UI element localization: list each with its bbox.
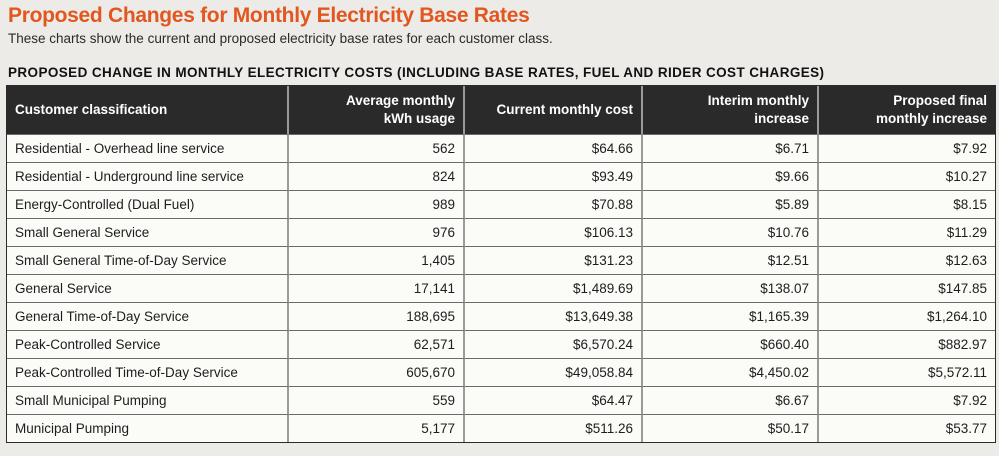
column-header-label: Average monthly: [345, 93, 455, 108]
current-cost-cell: $106.13: [465, 218, 643, 246]
final-increase-cell: $1,264.10: [819, 302, 995, 330]
kwh-usage-cell: 605,670: [289, 358, 465, 386]
current-cost-cell: $13,649.38: [465, 302, 643, 330]
table-row: [7, 246, 995, 274]
final-increase-cell: $53.77: [819, 414, 995, 442]
current-cost-cell: $6,570.24: [465, 330, 643, 358]
kwh-usage-cell: 1,405: [289, 246, 465, 274]
column-header-label-line2: increase: [754, 111, 809, 126]
table-row: [7, 386, 995, 414]
table-row: [7, 330, 995, 358]
current-cost-cell: $93.49: [465, 162, 643, 190]
current-cost-cell: $1,489.69: [465, 274, 643, 302]
kwh-usage-cell: 188,695: [289, 302, 465, 330]
kwh-usage-cell: 5,177: [289, 414, 465, 442]
final-increase-cell: $8.15: [819, 190, 995, 218]
table-row: [7, 358, 995, 386]
final-increase-cell: $12.63: [819, 246, 995, 274]
customer-class-cell: Small Municipal Pumping: [7, 386, 289, 414]
customer-class-cell: General Service: [7, 274, 289, 302]
column-header-label: Proposed final: [893, 93, 987, 108]
final-increase-cell: $5,572.11: [819, 358, 995, 386]
column-header-label: Current monthly cost: [496, 102, 633, 117]
table-heading: PROPOSED CHANGE IN MONTHLY ELECTRICITY COSTS (INCLUDING BASE RATES, FUEL AND RIDER COST CHARGES): [8, 65, 825, 80]
interim-increase-cell: $9.66: [643, 162, 819, 190]
interim-increase-cell: $6.71: [643, 134, 819, 162]
current-cost-cell: $64.47: [465, 386, 643, 414]
customer-class-cell: Peak-Controlled Time-of-Day Service: [7, 358, 289, 386]
customer-class-cell: Small General Service: [7, 218, 289, 246]
customer-class-cell: Residential - Underground line service: [7, 162, 289, 190]
table-row: [7, 414, 995, 442]
interim-increase-cell: $4,450.02: [643, 358, 819, 386]
table-header-row: [7, 86, 995, 134]
page-title: Proposed Changes for Monthly Electricity Base Rates: [8, 4, 530, 27]
column-header-average-kwh: [289, 86, 465, 134]
final-increase-cell: $882.97: [819, 330, 995, 358]
table-row: [7, 190, 995, 218]
page-subtitle: These charts show the current and proposed electricity base rates for each customer class.: [8, 31, 553, 46]
kwh-usage-cell: 824: [289, 162, 465, 190]
column-header-label: Customer classification: [15, 102, 168, 117]
kwh-usage-cell: 989: [289, 190, 465, 218]
final-increase-cell: $147.85: [819, 274, 995, 302]
kwh-usage-cell: 976: [289, 218, 465, 246]
final-increase-cell: $11.29: [819, 218, 995, 246]
kwh-usage-cell: 17,141: [289, 274, 465, 302]
customer-class-cell: Municipal Pumping: [7, 414, 289, 442]
interim-increase-cell: $1,165.39: [643, 302, 819, 330]
interim-increase-cell: $50.17: [643, 414, 819, 442]
table-row: [7, 134, 995, 162]
customer-class-cell: Small General Time-of-Day Service: [7, 246, 289, 274]
column-header-interim-increase: [643, 86, 819, 134]
customer-class-cell: Peak-Controlled Service: [7, 330, 289, 358]
final-increase-cell: $7.92: [819, 386, 995, 414]
current-cost-cell: $49,058.84: [465, 358, 643, 386]
current-cost-cell: $64.66: [465, 134, 643, 162]
table-row: [7, 162, 995, 190]
column-header-proposed-final-increase: [819, 86, 995, 134]
final-increase-cell: $10.27: [819, 162, 995, 190]
interim-increase-cell: $660.40: [643, 330, 819, 358]
column-header-label: Interim monthly: [707, 93, 809, 108]
customer-class-cell: General Time-of-Day Service: [7, 302, 289, 330]
column-header-customer-classification: [7, 86, 289, 134]
table-row: [7, 302, 995, 330]
interim-increase-cell: $5.89: [643, 190, 819, 218]
final-increase-cell: $7.92: [819, 134, 995, 162]
customer-class-cell: Residential - Overhead line service: [7, 134, 289, 162]
current-cost-cell: $70.88: [465, 190, 643, 218]
interim-increase-cell: $138.07: [643, 274, 819, 302]
kwh-usage-cell: 559: [289, 386, 465, 414]
customer-class-cell: Energy-Controlled (Dual Fuel): [7, 190, 289, 218]
column-header-label-line2: kWh usage: [383, 111, 455, 126]
kwh-usage-cell: 562: [289, 134, 465, 162]
current-cost-cell: $511.26: [465, 414, 643, 442]
interim-increase-cell: $6.67: [643, 386, 819, 414]
current-cost-cell: $131.23: [465, 246, 643, 274]
column-header-current-cost: [465, 86, 643, 134]
table-row: [7, 218, 995, 246]
kwh-usage-cell: 62,571: [289, 330, 465, 358]
interim-increase-cell: $12.51: [643, 246, 819, 274]
column-header-label-line2: monthly increase: [875, 111, 987, 126]
interim-increase-cell: $10.76: [643, 218, 819, 246]
table-row: [7, 274, 995, 302]
rates-table: [6, 85, 996, 443]
